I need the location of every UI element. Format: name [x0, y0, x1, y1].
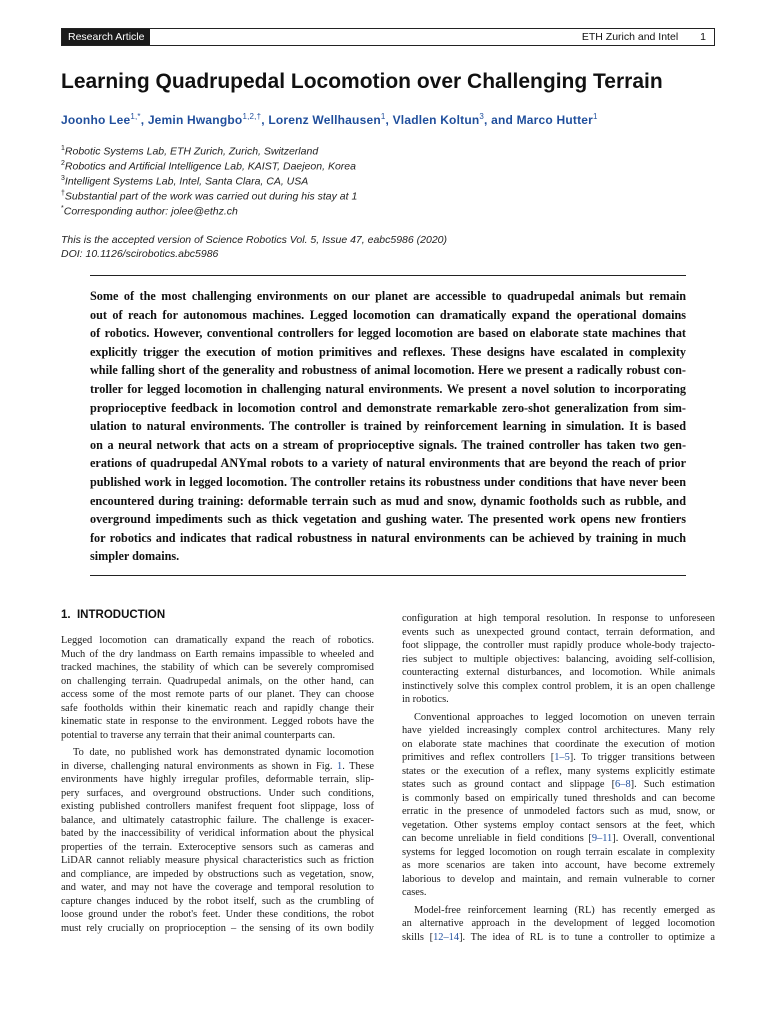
paper-title: Learning Quadrupedal Locomotion over Challenging Terrain — [61, 70, 663, 93]
body-line: tracked machines, the stability of which can be severely compromised — [61, 662, 374, 673]
body-line: states or the execution of a reflex, many systems explicitly estimate — [402, 765, 715, 777]
affiliation-text: Substantial part of the work was carried out during his stay at 1 — [64, 190, 358, 203]
author-separator: , — [261, 113, 269, 127]
article-type-tag: Research Article — [62, 29, 150, 45]
body-line: an alternative approach in the development of legged locomotion — [402, 918, 715, 929]
body-line: foot slippage, the controller must rapidly produce whole-body trajecto- — [402, 640, 715, 651]
body-line: in diverse, challenging natural environments as shown in Fig. 1. These — [61, 760, 374, 772]
author-affil-mark: 1,2,† — [242, 112, 262, 121]
affiliation-text: Intelligent Systems Lab, Intel, Santa Clara, CA, USA — [64, 175, 309, 188]
abstract-line: on a neural network that acts on a stream of proprioceptive signals. The trained controller has taken two gen- — [90, 437, 686, 452]
affiliation — [61, 171, 681, 186]
header-right — [582, 29, 706, 45]
section-title: INTRODUCTION — [76, 609, 166, 621]
abstract-line: troller for legged locomotion in challenging natural environments. We present a novel solution to incorporating — [90, 381, 686, 396]
body-line: environments have highly irregular profiles, deformable terrain, slip- — [61, 774, 374, 785]
body-line: laborious to develop and maintain, and remain vulnerable to corner — [402, 873, 715, 885]
abstract-line: overground impediments such as thick vegetation and gushing water. The presented work opens new frontiers — [90, 512, 686, 527]
author-name[interactable]: Jemin Hwangbo — [147, 113, 243, 127]
abstract-line: explicitly trigger the execution of motion primitives and reflexes. These designs have escalated in complexity — [90, 344, 686, 359]
affiliation-text: Robotics and Artificial Intelligence Lab, KAIST, Daejeon, Korea — [64, 160, 356, 173]
author-affil-mark: 3 — [479, 112, 485, 121]
abstract-line: published work in legged locomotion. The controller retains its robustness under conditions that have never been — [90, 474, 686, 489]
body-line: bated by the inaccessibility of veridical information about the physical — [61, 828, 374, 839]
body-line: Much of the dry landmass on Earth remains impassible to wheeled and — [61, 648, 374, 660]
affiliation-mark: † — [61, 190, 65, 197]
body-line: in robotics. — [402, 694, 449, 705]
affiliation — [61, 141, 681, 156]
abstract-line: of robotics. However, conventional controllers for legged locomotion are based on elaborate state machines that — [90, 326, 686, 341]
affiliation-mark: 2 — [61, 160, 65, 167]
body-line: skills [12–14]. The idea of RL is to tune a controller to optimize a — [402, 931, 715, 943]
abstract-line: encountered during training: deformable terrain such as mud and snow, dynamic footholds such as rubble, and — [90, 493, 686, 508]
affiliation-mark: 1 — [61, 145, 65, 152]
body-line: balance, and ultimately catastrophic failure. The challenge is exacer- — [61, 814, 374, 826]
affiliation-mark: * — [61, 205, 64, 212]
body-line: configuration at high temporal resolution. In response to unforeseen — [402, 613, 715, 624]
citation-link[interactable]: 9–11 — [591, 833, 613, 844]
body-line: primitives and reflex controllers [1–5]. To trigger transitions between — [402, 752, 715, 763]
right-column — [402, 612, 715, 944]
body-line: access some of the most remote parts of our planet. They can choose — [61, 689, 374, 700]
body-line: cases. — [402, 887, 427, 898]
section-heading — [61, 609, 165, 621]
body-line: kinematic state in response to the environment. Legged robots have the — [61, 716, 374, 727]
body-line: must rely crucially on proprioception – the sensing of its own bodily — [61, 922, 374, 934]
abstract-line: for robotics and indicates that radical robustness in natural environments can be achieved by training in much — [90, 530, 686, 545]
author-name[interactable]: Joonho Lee — [61, 113, 131, 127]
author-affil-mark: 1,* — [130, 112, 141, 121]
abstract-line: out of reach for autonomous machines. Legged locomotion can dramatically expand the operational domains — [90, 307, 686, 322]
affiliation-text: Robotic Systems Lab, ETH Zurich, Zurich, Switzerland — [64, 145, 319, 158]
abstract-line: simpler domains. — [90, 549, 180, 564]
body-line: have yielded increasingly complex control architectures. Many rely — [402, 725, 715, 736]
body-line: on elaborate state machines that coordinate the execution of motion — [402, 738, 715, 750]
abstract-line: while falling short of the generality and robustness of animal locomotion. Here we present a radically robust con- — [90, 363, 686, 378]
body-line: properties of the terrain. Exteroceptive sensors such as cameras and — [61, 841, 374, 853]
author-name[interactable]: Vladlen Koltun — [392, 113, 480, 127]
affiliation — [61, 186, 681, 201]
author-name[interactable]: Lorenz Wellhausen — [268, 113, 381, 127]
body-line: is commonly based on empirically tuned thresholds and can become — [402, 792, 715, 804]
body-line: LiDAR cannot reliably measure physical characteristics such as friction — [61, 855, 374, 866]
body-line: on challenging terrain. Quadrupedal animals, on the other hand, can — [61, 675, 374, 687]
abstract-line: Some of the most challenging environments on our planet are accessible to quadrupedal animals but remain — [90, 289, 686, 303]
body-line: erratic in the presence of unmodeled factors such as mud, snow, or — [402, 806, 715, 817]
body-line: counteracting external disturbances, and locomotion. While animals — [402, 667, 715, 678]
body-line: To date, no published work has demonstrated dynamic locomotion — [73, 747, 374, 758]
doi-link[interactable]: DOI: 10.1126/scirobotics.abc5986 — [61, 248, 219, 260]
body-line: Model-free reinforcement learning (RL) has recently emerged as — [414, 904, 715, 916]
body-line: instinctively solve this complex control problem, it is an open challenge — [402, 680, 715, 692]
body-line: as more scenarios are taken into account, have become extremely — [402, 860, 715, 871]
left-column — [61, 634, 374, 935]
body-line: pery surfaces, and overground obstructions. Under such conditions, — [61, 787, 374, 799]
body-line: states such as ground contact and slippage [6–8]. Such estimation — [402, 779, 715, 790]
author-separator: , and — [484, 113, 517, 127]
author-separator: , — [140, 113, 148, 127]
body-line: systems for legged locomotion on rough terrain escalate in complexity — [402, 846, 715, 858]
abstract-top-rule — [90, 275, 686, 276]
author-affil-mark: 1 — [380, 112, 386, 121]
body-line: safe footholds within their kinematic reach and rapidly change their — [61, 702, 374, 714]
affiliation-list — [61, 141, 681, 216]
affiliation — [61, 156, 681, 171]
section-number: 1. — [61, 609, 71, 621]
body-line: and compliance, are impeded by obstructions such as vegetation, snow, — [61, 868, 374, 880]
body-line: loose ground under the robot's feet. Under these conditions, the robot — [61, 909, 374, 920]
body-line: events such as unexpected ground contact, terrain deformation, and — [402, 626, 715, 638]
abstract-bottom-rule — [90, 575, 686, 576]
author-list — [61, 112, 721, 127]
body-line: Conventional approaches to legged locomotion on uneven terrain — [414, 711, 715, 723]
affiliation-mark: 3 — [61, 175, 65, 182]
author-affil-mark: 1 — [593, 112, 598, 121]
publication-citation: This is the accepted version of Science Robotics Vol. 5, Issue 47, eabc5986 (2020) — [61, 234, 447, 246]
body-line: capture changes induced by the robot itself, such as the crumbling of — [61, 895, 374, 907]
body-line: ries subject to multiple objectives: balancing, avoiding self-collision, — [402, 653, 715, 665]
running-header — [61, 28, 715, 46]
header-institutions: ETH Zurich and Intel — [581, 31, 679, 43]
abstract-line: proprioceptive feedback in locomotion control and demonstrate remarkable zero-shot generalization from sim- — [90, 400, 686, 415]
abstract — [90, 287, 686, 566]
author-name[interactable]: Marco Hutter — [516, 113, 594, 127]
citation-link[interactable]: 12–14 — [433, 931, 460, 943]
body-line: vegetation. Other systems employ contact sensors at the feet, which — [402, 819, 715, 831]
body-line: Legged locomotion can dramatically expand the reach of robotics. — [61, 635, 374, 646]
page-number: 1 — [700, 31, 706, 43]
citation-link[interactable]: 1–5 — [554, 752, 570, 763]
figure-ref-link[interactable]: 1 — [337, 760, 343, 772]
body-line: potential to traverse any terrain that their animal counterparts can. — [61, 729, 336, 741]
affiliation-text: Corresponding author: jolee@ethz.ch — [63, 205, 238, 218]
body-line: and water, and may not have the coverage and temporal resolution to — [61, 882, 374, 893]
publication-note — [61, 233, 681, 261]
abstract-line: ulation to natural environments. The controller is trained by reinforcement learning in simulation. It is based — [90, 419, 686, 434]
affiliation — [61, 201, 681, 216]
abstract-line: erations of quadrupedal ANYmal robots to a variety of natural environments that are beyond the reach of prior — [90, 456, 686, 471]
body-line: can become unreliable in field conditions [9–11]. Overall, conventional — [402, 833, 715, 844]
author-separator: , — [385, 113, 393, 127]
citation-link[interactable]: 6–8 — [615, 779, 631, 790]
body-line: existing published controllers manifest frequent foot slippage, loss of — [61, 801, 374, 812]
